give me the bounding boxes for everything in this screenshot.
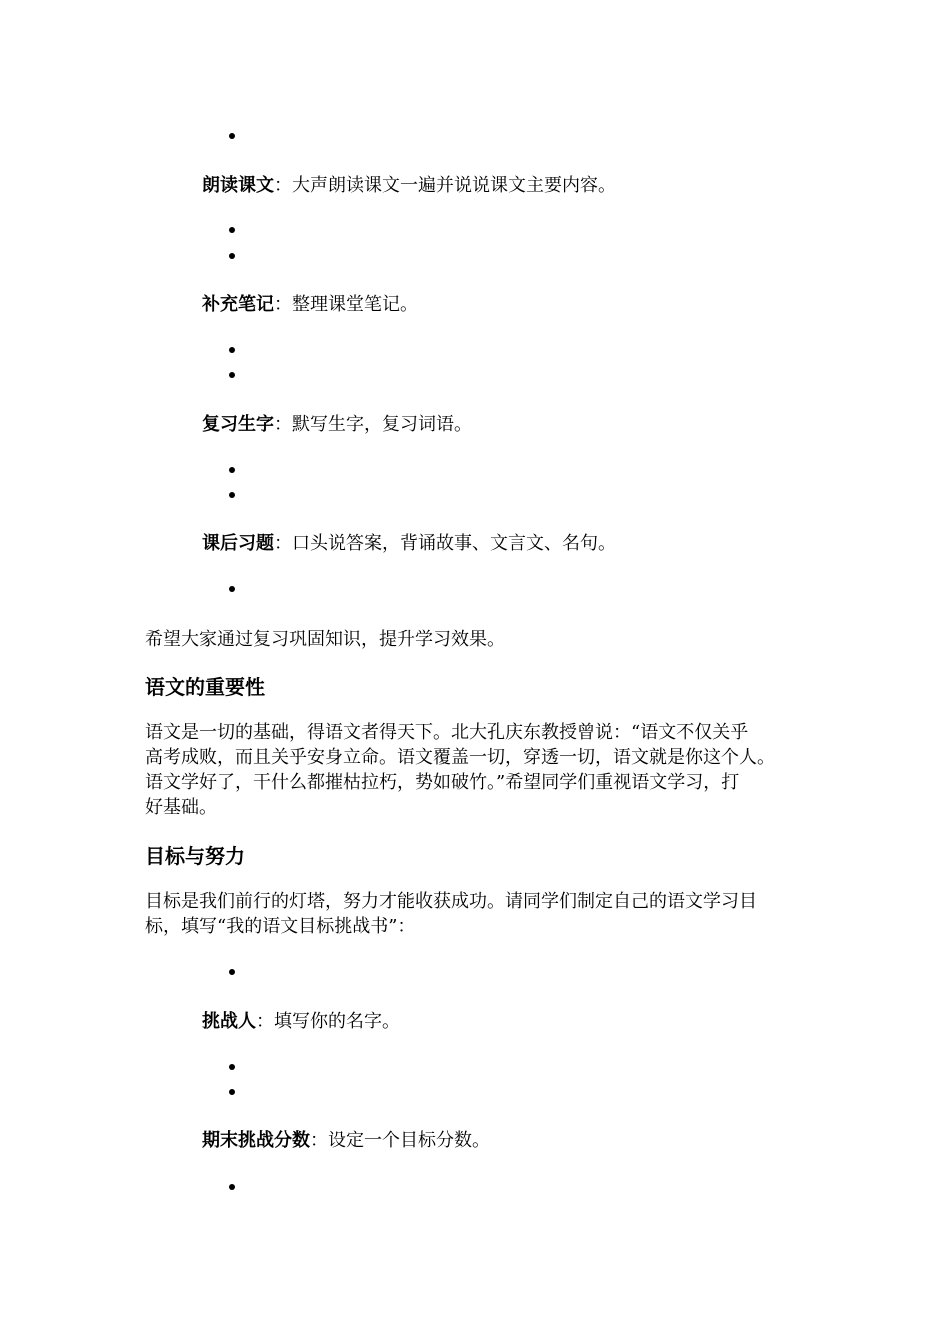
review-item-read	[202, 174, 616, 198]
review-item-notes	[202, 293, 418, 317]
review-item-characters	[202, 413, 472, 437]
item-text: 整理课堂笔记。	[292, 294, 418, 315]
paragraph-line: 标，填写“我的语文目标挑战书”：	[145, 916, 416, 937]
item-separator: ：	[310, 1130, 328, 1151]
item-separator: ：	[256, 1011, 274, 1032]
item-separator: ：	[274, 414, 292, 435]
item-separator: ：	[274, 294, 292, 315]
list-bullet	[229, 253, 235, 259]
item-text: 填写你的名字。	[274, 1011, 400, 1032]
list-bullet	[229, 1184, 235, 1190]
item-label: 补充笔记	[202, 294, 274, 315]
item-label: 课后习题	[202, 533, 274, 554]
item-separator: ：	[274, 533, 292, 554]
item-text: 设定一个目标分数。	[328, 1130, 490, 1151]
section-heading-goals: 目标与努力	[145, 844, 245, 868]
section-heading-importance: 语文的重要性	[145, 675, 265, 699]
paragraph-line: 语文学好了，干什么都摧枯拉朽，势如破竹。”希望同学们重视语文学习，打	[145, 772, 740, 793]
list-bullet	[229, 492, 235, 498]
item-label: 期末挑战分数	[202, 1130, 310, 1151]
list-bullet	[229, 227, 235, 233]
item-separator: ：	[274, 175, 292, 196]
paragraph-line: 语文是一切的基础，得语文者得天下。北大孔庆东教授曾说：“语文不仅关乎	[145, 722, 749, 743]
list-bullet	[229, 1064, 235, 1070]
item-label: 朗读课文	[202, 175, 274, 196]
item-label: 挑战人	[202, 1011, 256, 1032]
list-bullet	[229, 586, 235, 592]
list-bullet	[229, 347, 235, 353]
paragraph-line: 高考成败，而且关乎安身立命。语文覆盖一切，穿透一切，语文就是你这个人。	[145, 747, 775, 768]
item-label: 复习生字	[202, 414, 274, 435]
importance-paragraph	[145, 720, 810, 820]
list-bullet	[229, 969, 235, 975]
list-bullet	[229, 133, 235, 139]
list-bullet	[229, 467, 235, 473]
list-bullet	[229, 372, 235, 378]
closing-paragraph: 希望大家通过复习巩固知识，提升学习效果。	[145, 629, 505, 650]
item-text: 口头说答案，背诵故事、文言文、名句。	[292, 533, 616, 554]
goals-paragraph	[145, 889, 810, 939]
item-text: 默写生字，复习词语。	[292, 414, 472, 435]
item-text: 大声朗读课文一遍并说说课文主要内容。	[292, 175, 616, 196]
paragraph-line: 好基础。	[145, 797, 217, 818]
paragraph-line: 目标是我们前行的灯塔，努力才能收获成功。请同学们制定自己的语文学习目	[145, 891, 757, 912]
list-bullet	[229, 1089, 235, 1095]
goal-item-challenger	[202, 1010, 400, 1034]
goal-item-score	[202, 1129, 490, 1153]
review-item-exercises	[202, 532, 616, 556]
